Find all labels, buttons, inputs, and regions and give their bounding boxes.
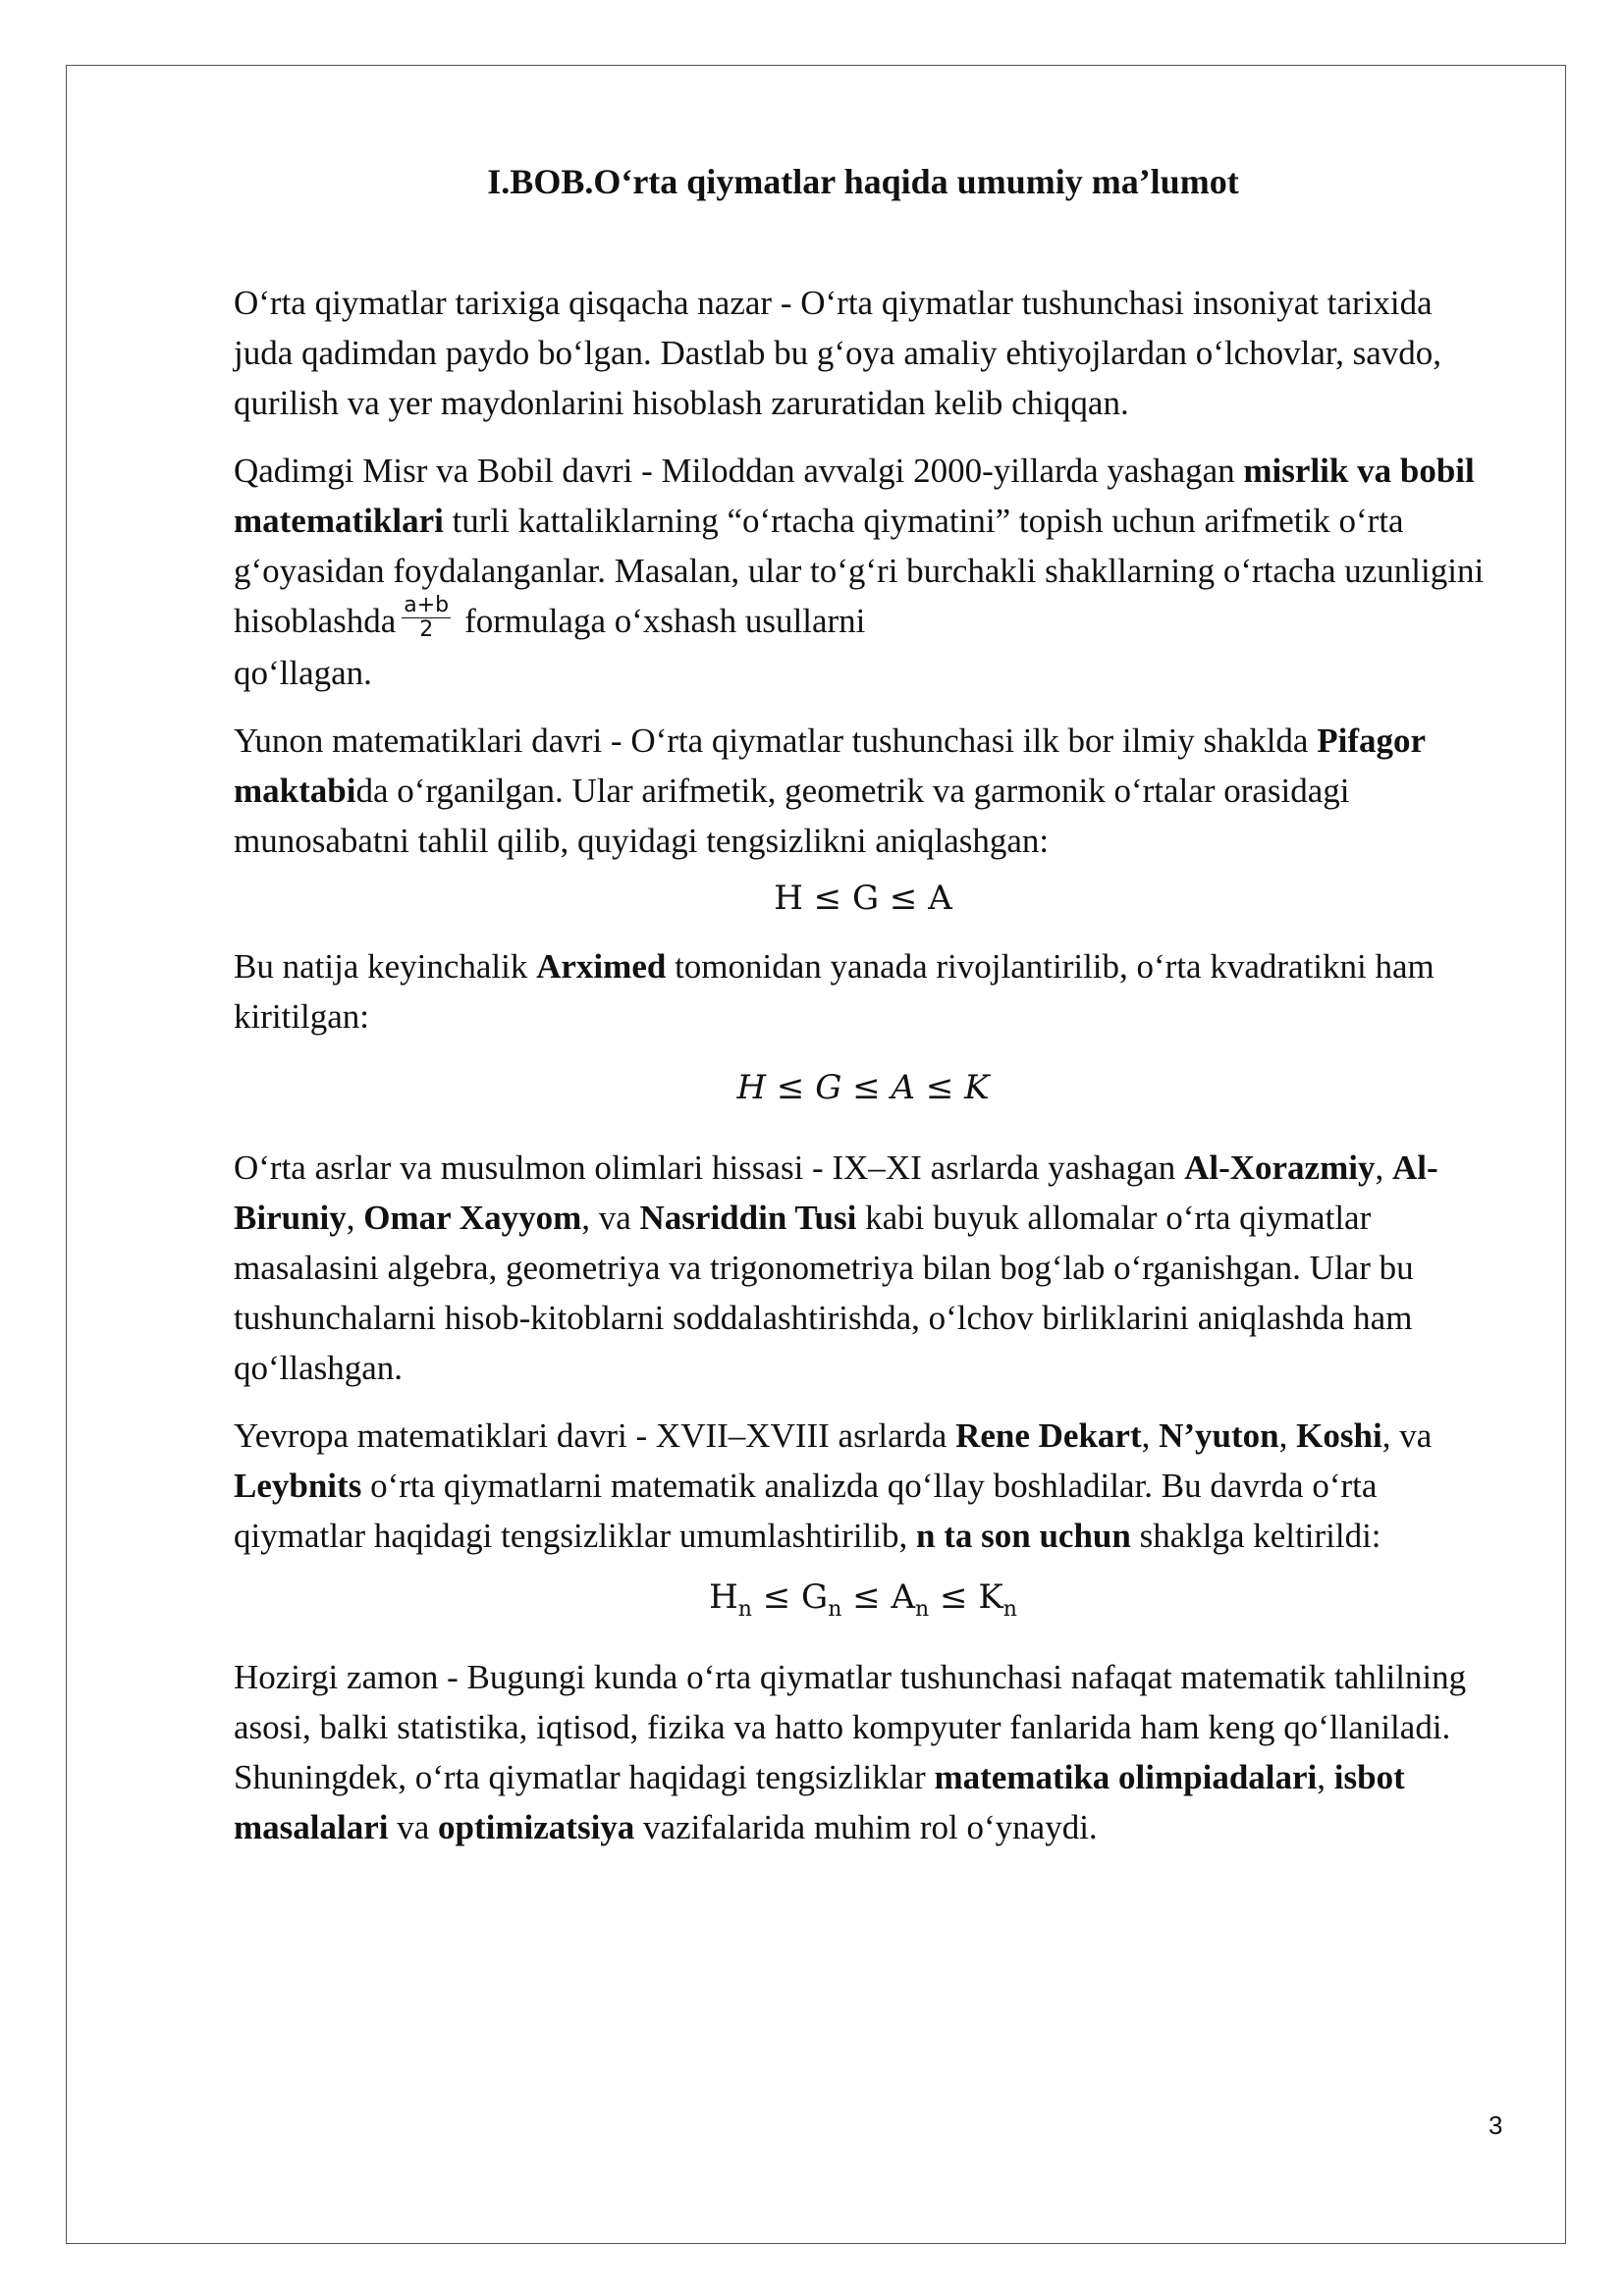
paragraph-medieval: O‘rta asrlar va musulmon olimlari hissasi - IX–XI asrlarda yashagan Al-Xorazmiy, Al-Biruniy, Omar Xayyom, va Nasriddin Tusi kabi buyuk allomalar o‘rta qiymatlar masalasini algebra, geometriya va trigonometriya bilan bog‘lab o‘rganishgan. Ular bu tushunchalarni hisob-kitoblarni soddalashtirishda, o‘lchov birliklarini aniqlashda ham qo‘llashgan. <box>234 1148 1438 1388</box>
fraction-formula: $\frac{a+b}{2}$ <box>404 593 450 643</box>
formula-n-means: $H_n \le G_n \le A_n \le K_n$ <box>709 1577 1017 1623</box>
bold-term: Pifagor maktabi <box>234 721 1426 811</box>
bold-term: misrlik va bobil matematiklari <box>234 452 1475 540</box>
document-body <box>234 147 1492 1852</box>
paragraph-history-overview: O‘rta qiymatlar tarixiga qisqacha nazar - O‘rta qiymatlar tushunchasi insoniyat tarixida juda qadimdan paydo bo‘lgan. Dastlab bu g‘oya amaliy ehtiyojlardan o‘lchovlar, savdo, qurilish va yer maydonlarini hisoblash zaruratidan kelib chiqqan. <box>234 284 1442 422</box>
paragraph-europe: Yevropa matematiklari davri - XVII–XVIII asrlarda Rene Dekart, N’yuton, Koshi, va Leybnits o‘rta qiymatlarni matematik analizda qo‘llay boshladilar. Bu davrda o‘rta qiymatlar haqidagi tengsizliklar umumlashtirilib, n ta son uchun shaklga keltirildi: <box>234 1416 1433 1556</box>
paragraph-greek: Yunon matematiklari davri - O‘rta qiymatlar tushunchasi ilk bor ilmiy shaklda Pifagor maktabida o‘rganilgan. Ular arifmetik, geometrik va garmonik o‘rtalar orasidagi munosabatni tahlil qilib, quyidagi tengsizlikni aniqlashgan: <box>234 721 1426 861</box>
formula-hgak: H ≤ G ≤ A ≤ K <box>736 1068 990 1108</box>
paragraph-archimedes: Bu natija keyinchalik Arximed tomonidan yanada rivojlantirilib, o‘rta kvadratikni ham kiritilgan: <box>234 947 1435 1037</box>
paragraph-egypt-babylon: Qadimgi Misr va Bobil davri - Miloddan avvalgi 2000-yillarda yashagan misrlik va bobil matematiklari turli kattaliklarning “o‘rtacha qiymatini” topish uchun arifmetik o‘rta g‘oyasidan foydalanganlar. Masalan, ular to‘g‘ri burchakli shakllarning o‘rtacha uzunligini hisoblashda $\frac{a+b}{2}$ formulaga o‘xshash usullarni qo‘llagan. <box>234 452 1485 693</box>
bold-term: Arximed <box>536 947 667 987</box>
chapter-title: I.BOB.O‘rta qiymatlar haqida umumiy ma’lumot <box>487 162 1239 201</box>
page-number: 3 <box>1489 2110 1503 2140</box>
paragraph-modern: Hozirgi zamon - Bugungi kunda o‘rta qiymatlar tushunchasi nafaqat matematik tahlilning asosi, balki statistika, iqtisod, fizika va hatto kompyuter fanlarida ham keng qo‘llaniladi. Shuningdek, o‘rta qiymatlar haqidagi tengsizliklar matematika olimpiadalari, isbot masalalari va optimizatsiya vazifalarida muhim rol o‘ynaydi. <box>234 1658 1467 1847</box>
formula-hga: H ≤ G ≤ A <box>774 879 952 919</box>
